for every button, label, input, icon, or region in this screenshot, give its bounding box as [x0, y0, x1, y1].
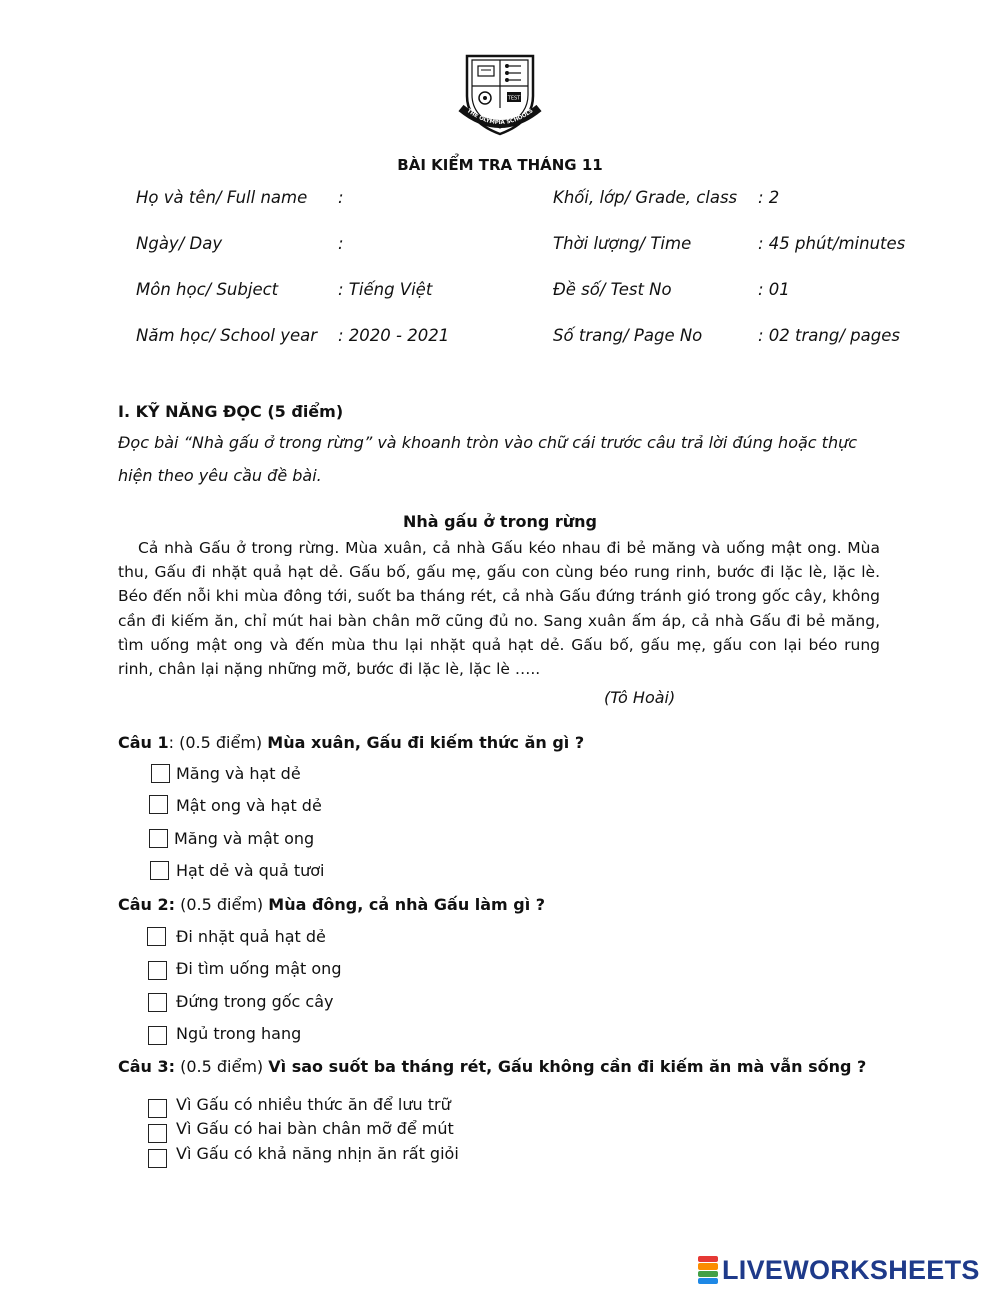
- question-2: [118, 895, 545, 914]
- info-day-value: :: [338, 234, 344, 253]
- q1-option-3-label: Măng và mật ong: [174, 829, 315, 848]
- info-fullname-label: Họ và tên/ Full name: [136, 188, 308, 207]
- instruction-line-2: hiện theo yêu cầu đề bài.: [118, 466, 322, 485]
- test-title: BÀI KIỂM TRA THÁNG 11: [397, 156, 603, 174]
- info-grade-value: : 2: [758, 188, 780, 207]
- q2-option-4-label: Ngủ trong hang: [176, 1024, 302, 1043]
- question-2-label: Câu 2:: [118, 895, 176, 914]
- q3-option-1-label: Vì Gấu có nhiều thức ăn để lưu trữ: [176, 1095, 451, 1114]
- q1-option-3-checkbox[interactable]: [149, 829, 168, 848]
- q3-option-1-checkbox[interactable]: [148, 1099, 167, 1118]
- liveworksheets-brand[interactable]: [698, 1254, 980, 1286]
- question-1-label: Câu 1: [118, 733, 169, 752]
- question-2-text: Mùa đông, cả nhà Gấu làm gì ?: [268, 895, 546, 914]
- school-crest-logo: [455, 48, 545, 138]
- question-2-points: (0.5 điểm): [180, 895, 264, 914]
- info-subject-value: : Tiếng Việt: [338, 280, 433, 299]
- q3-option-3-checkbox[interactable]: [148, 1149, 167, 1168]
- info-subject-label: Môn học/ Subject: [136, 280, 279, 299]
- liveworksheets-logo-icon: [698, 1256, 718, 1284]
- info-day-label: Ngày/ Day: [136, 234, 223, 253]
- story-text: Cả nhà Gấu ở trong rừng. Mùa xuân, cả nhà Gấu kéo nhau đi bẻ măng và uống mật ong. Mùa thu, Gấu đi nhặt quả hạt dẻ. Gấu bố, gấu mẹ, gấu con cùng béo rung rinh, bước đi lặc lè, lặc lè. Béo đến nỗi khi mùa đông tới, suốt ba tháng rét, cả nhà Gấu đứng tránh gió trong gốc cây, không cần đi kiếm ăn, chỉ mút hai bàn chân mỡ cũng đủ no. Sang xuân ấm áp, cả nhà Gấu đi bẻ măng, tìm uống mật ong và đến mùa thu lại nhặt quả hạt dẻ. Gấu bố, gấu mẹ, gấu con lại béo rung rinh, chân lại nặng những mỡ, bước đi lặc lè, lặc lè …..: [118, 539, 880, 679]
- q1-option-2-checkbox[interactable]: [149, 795, 168, 814]
- info-schoolyear-value: : 2020 - 2021: [338, 326, 450, 345]
- question-3: [118, 1057, 866, 1076]
- section-heading: I. KỸ NĂNG ĐỌC (5 điểm): [118, 402, 344, 421]
- q2-option-3-label: Đứng trong gốc cây: [176, 992, 334, 1011]
- info-testno-value: : 01: [758, 280, 790, 299]
- q2-option-3-checkbox[interactable]: [148, 993, 167, 1012]
- q1-option-4-checkbox[interactable]: [150, 861, 169, 880]
- story-body: [118, 536, 880, 681]
- q1-option-4-label: Hạt dẻ và quả tươi: [176, 861, 325, 880]
- info-pageno-label: Số trang/ Page No: [553, 326, 703, 345]
- question-1-text: Mùa xuân, Gấu đi kiếm thức ăn gì ?: [267, 733, 585, 752]
- story-author: (Tô Hoài): [604, 688, 676, 707]
- info-time-value: : 45 phút/minutes: [758, 234, 906, 253]
- q1-option-2-label: Mật ong và hạt dẻ: [176, 796, 322, 815]
- q2-option-1-checkbox[interactable]: [147, 927, 166, 946]
- info-time-label: Thời lượng/ Time: [553, 234, 692, 253]
- q3-option-3-label: Vì Gấu có khả năng nhịn ăn rất giỏi: [176, 1144, 459, 1163]
- question-1: [118, 733, 584, 752]
- question-1-points: : (0.5 điểm): [168, 733, 263, 752]
- info-pageno-value: : 02 trang/ pages: [758, 326, 900, 345]
- instruction-line-1: Đọc bài “Nhà gấu ở trong rừng” và khoanh tròn vào chữ cái trước câu trả lời đúng hoặc thực: [118, 433, 858, 452]
- info-fullname-value: :: [338, 188, 344, 207]
- info-grade-label: Khối, lớp/ Grade, class: [553, 188, 738, 207]
- info-schoolyear-label: Năm học/ School year: [136, 326, 318, 345]
- q2-option-2-checkbox[interactable]: [148, 961, 167, 980]
- q3-option-2-checkbox[interactable]: [148, 1124, 167, 1143]
- info-testno-label: Đề số/ Test No: [553, 280, 672, 299]
- svg-text:TEST: TEST: [507, 95, 521, 102]
- svg-text:THE OLYMPIA SCHOOLS: THE OLYMPIA SCHOOLS: [465, 108, 535, 127]
- q2-option-1-label: Đi nhặt quả hạt dẻ: [176, 927, 326, 946]
- q1-option-1-label: Măng và hạt dẻ: [176, 764, 301, 783]
- q1-option-1-checkbox[interactable]: [151, 764, 170, 783]
- q2-option-2-label: Đi tìm uống mật ong: [176, 959, 342, 978]
- question-3-text: Vì sao suốt ba tháng rét, Gấu không cần đi kiếm ăn mà vẫn sống ?: [268, 1057, 867, 1076]
- question-3-points: (0.5 điểm): [180, 1057, 264, 1076]
- liveworksheets-brand-text: LIVEWORKSHEETS: [722, 1254, 980, 1285]
- q3-option-2-label: Vì Gấu có hai bàn chân mỡ để mút: [176, 1119, 454, 1138]
- question-3-label: Câu 3:: [118, 1057, 176, 1076]
- story-title: Nhà gấu ở trong rừng: [403, 512, 597, 531]
- q2-option-4-checkbox[interactable]: [148, 1026, 167, 1045]
